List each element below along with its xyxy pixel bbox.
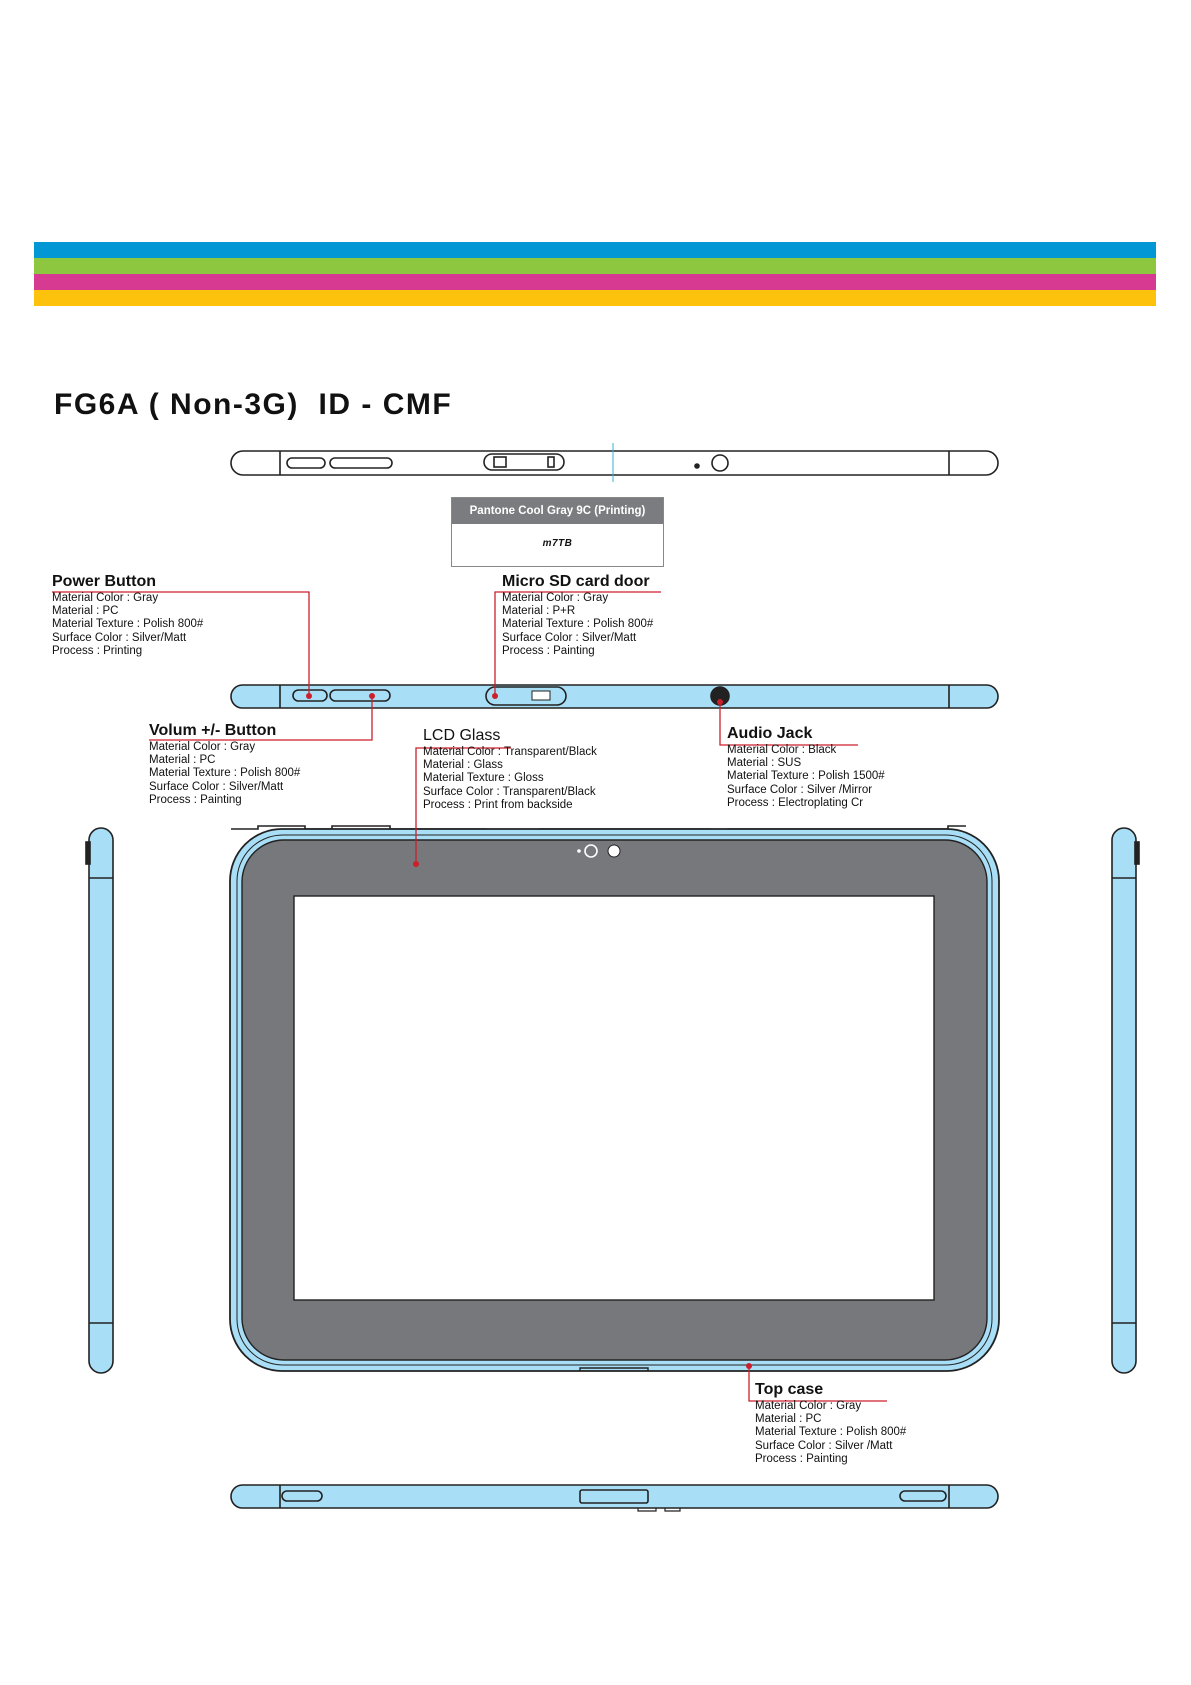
spec-line: Surface Color : Silver /Mirror [727,783,873,796]
spec-line: Process : Painting [149,793,242,806]
spec-line: Material Texture : Polish 800# [52,618,204,631]
callout-micro-sd [502,573,653,658]
lcd-screen-area [294,896,934,1300]
micro-sd-logo-icon: m7TB [542,538,573,549]
callout-title: Volum +/- Button [149,722,277,739]
callout-audio-jack [727,725,885,810]
callout-title: LCD Glass [423,727,501,744]
spec-line: Surface Color : Silver/Matt [149,780,284,793]
spec-line: Material Color : Transparent/Black [423,746,597,758]
spec-line: Material : PC [149,754,216,767]
spec-line: Process : Print from backside [423,798,573,811]
top-edge-view [231,685,998,708]
spec-line: Material Texture : Polish 1500# [727,770,885,783]
callout-title: Power Button [52,573,156,590]
spec-line: Material : SUS [727,757,802,770]
callout-top-case [755,1381,906,1466]
spec-line: Process : Printing [52,644,143,657]
spec-line: Process : Electroplating Cr [727,796,864,809]
spec-line: Material : Glass [423,759,503,772]
spec-line: Material : P+R [502,605,576,618]
spec-line: Material Color : Gray [149,741,256,753]
spec-line: Material : PC [52,605,119,618]
spec-line: Process : Painting [755,1452,848,1465]
callout-title: Top case [755,1381,824,1398]
spec-line: Material Color : Gray [755,1400,862,1412]
callout-volume-button [149,722,300,807]
spec-line: Surface Color : Silver/Matt [52,631,187,644]
left-side-view [86,828,113,1373]
top-edge-outline-view [231,451,998,475]
ambient-sensor-icon [608,845,620,857]
spec-line: Material Texture : Polish 800# [755,1426,907,1439]
spec-line: Material Texture : Polish 800# [502,618,654,631]
spec-line: Material Texture : Gloss [423,772,544,785]
spec-line: Process : Painting [502,644,595,657]
tablet-front-view [230,826,999,1371]
callout-power-button [52,573,203,658]
callout-title: Micro SD card door [502,573,650,590]
spec-line: Material Texture : Polish 800# [149,767,301,780]
spec-line: Material Color : Gray [52,592,159,604]
right-side-view [1112,828,1139,1373]
pantone-label-box [451,497,664,567]
callout-lcd-glass [423,727,597,812]
callout-title: Audio Jack [727,725,813,742]
spec-line: Material : PC [755,1413,822,1426]
spec-line: Surface Color : Transparent/Black [423,785,596,798]
spec-line: Material Color : Gray [502,592,609,604]
bottom-edge-view [231,1485,998,1511]
pantone-label: Pantone Cool Gray 9C (Printing) [452,498,663,524]
spec-line: Surface Color : Silver /Matt [755,1439,893,1452]
spec-line: Surface Color : Silver/Matt [502,631,637,644]
page-title: FG6A ( Non-3G) ID - CMF [54,388,453,421]
spec-line: Material Color : Black [727,744,837,756]
